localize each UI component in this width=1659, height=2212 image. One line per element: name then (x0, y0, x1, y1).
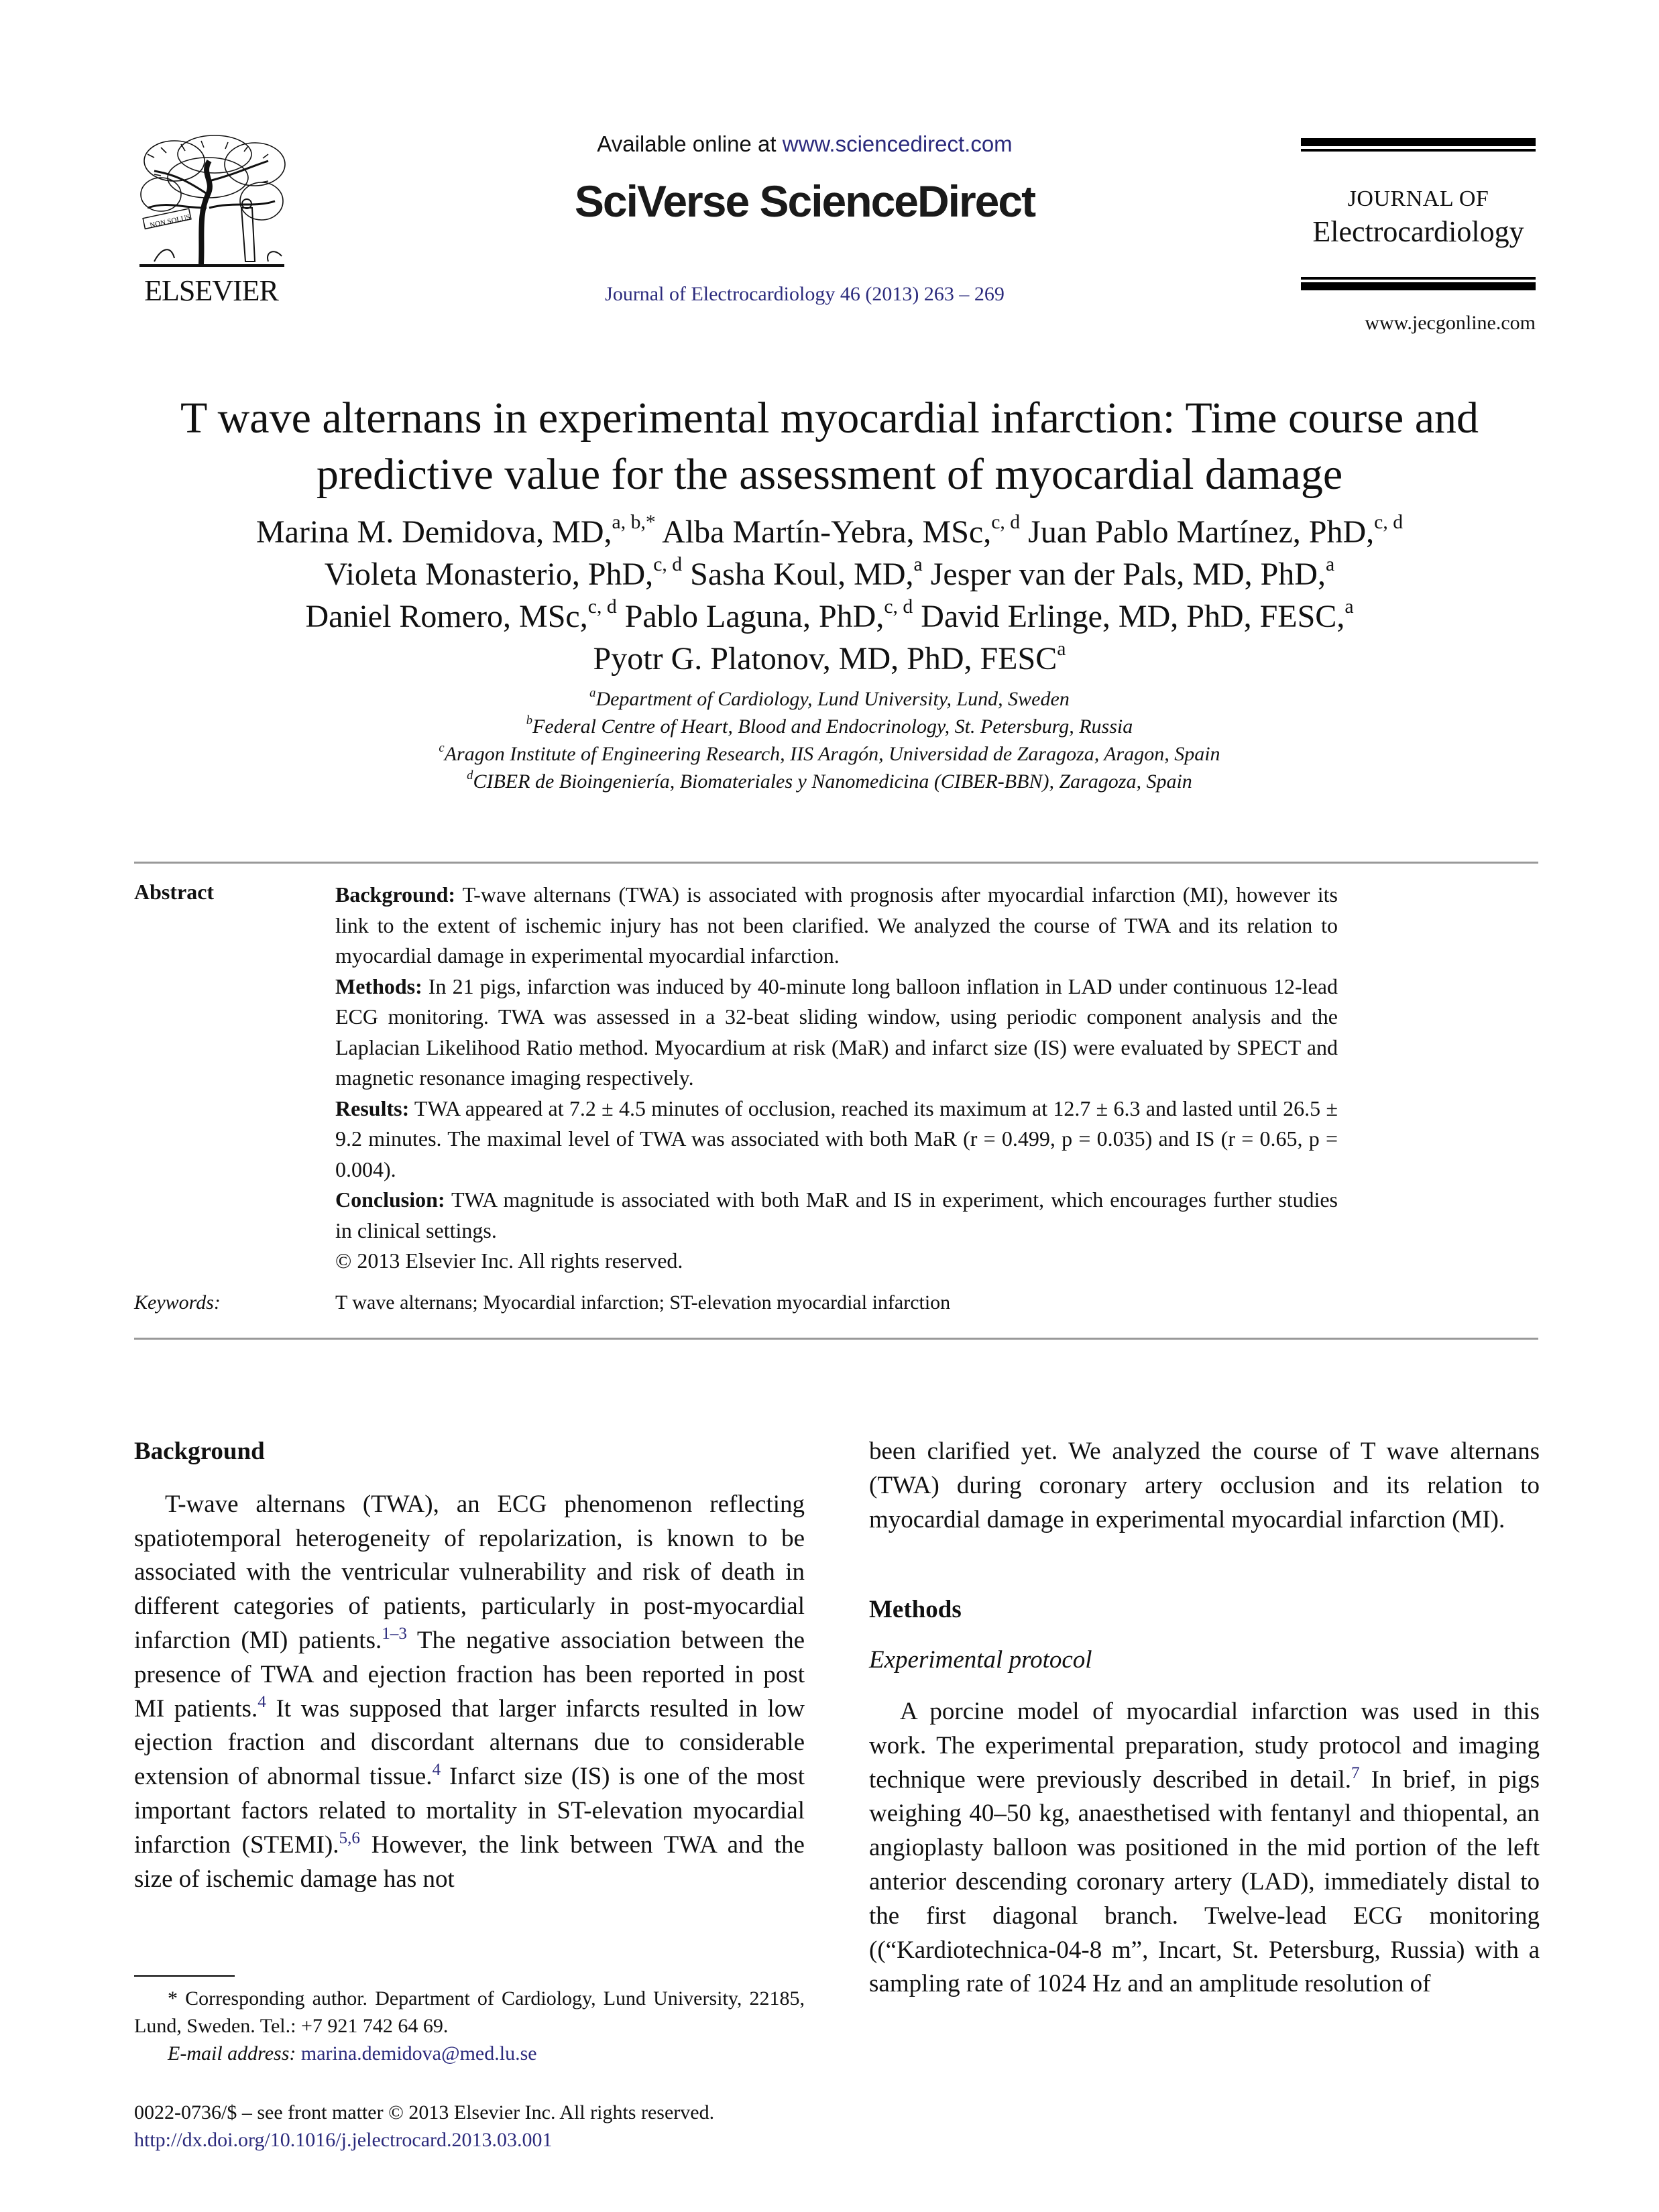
affiliation-key: d (467, 768, 473, 782)
abstract-top-divider (134, 862, 1538, 864)
corresponding-author-footnote (134, 1985, 805, 2067)
masthead-rule-top-thick (1301, 138, 1536, 146)
affiliation-marker: a (1345, 595, 1354, 618)
front-matter (134, 2099, 805, 2154)
affiliation-text: Federal Centre of Heart, Blood and Endocrinology, St. Petersburg, Russia (532, 715, 1133, 738)
affiliation-marker: c, d (1374, 511, 1404, 534)
affiliation-item (121, 768, 1538, 795)
affiliation-text: Department of Cardiology, Lund University, Lund, Sweden (595, 688, 1070, 710)
publisher-name: ELSEVIER (144, 274, 278, 307)
author-name: Daniel Romero, MSc, (305, 599, 588, 634)
affiliation-item (121, 713, 1538, 740)
email-link[interactable]: marina.demidova@med.lu.se (300, 2042, 537, 2064)
affiliation-text: CIBER de Bioingeniería, Biomateriales y Nanomedicina (CIBER-BBN), Zaragoza, Spain (473, 770, 1192, 793)
affiliation-key: a (589, 685, 596, 700)
abstract-methods-text: In 21 pigs, infarction was induced by 40-minute long balloon inflation in LAD under continuous 12-lead ECG monitoring. TWA was assessed in a 32-beat sliding window, using periodic component analysis and the Laplacian Likelihood Ratio method. Myocardium at risk (MaR) and infarct size (IS) were evaluated by SPECT and magnetic resonance imaging respectively. (335, 974, 1338, 1090)
affiliation-item (121, 740, 1538, 768)
abstract-results (335, 1094, 1338, 1185)
author-line-1 (121, 511, 1538, 553)
title-line-1: T wave alternans in experimental myocardial infarction: Time course and (180, 394, 1479, 443)
abstract-bottom-divider (134, 1338, 1538, 1340)
citation-ref-4[interactable]: 4 (258, 1692, 266, 1711)
affiliation-key: c (439, 740, 445, 755)
citation-ref-4b[interactable]: 4 (432, 1761, 441, 1780)
author-line-3 (121, 595, 1538, 638)
author-name: Sasha Koul, MD, (690, 557, 914, 592)
affiliation-marker: c, d (653, 553, 683, 576)
paragraph-text: It was supposed that larger infarcts resulted in low ejection fraction and discordant alternans due to considerable extension of abnormal tissue. (134, 1694, 805, 1791)
protocol-paragraph (869, 1695, 1540, 2001)
author-name: David Erlinge, MD, PhD, FESC, (921, 599, 1345, 634)
abstract-conclusion (335, 1185, 1338, 1246)
affiliation-marker: a (1325, 553, 1335, 576)
sciencedirect-link[interactable]: www.sciencedirect.com (782, 131, 1013, 156)
author-name: Violeta Monasterio, PhD, (324, 557, 654, 592)
abstract-methods (335, 972, 1338, 1094)
affiliation-marker: c, d (991, 511, 1021, 534)
affiliation-text: Aragon Institute of Engineering Research, IIS Aragón, Universidad de Zaragoza, Aragon, Spain (444, 743, 1220, 765)
affiliation-marker: a (913, 553, 923, 576)
paragraph-text: A porcine model of myocardial infarction was used in this work. The experimental preparation, study protocol and imaging technique were previously described in detail. (869, 1697, 1540, 1794)
title-line-2: predictive value for the assessment of myocardial damage (316, 450, 1343, 499)
right-column (869, 1435, 1540, 2001)
author-line-2 (121, 553, 1538, 595)
subsection-heading-protocol: Experimental protocol (869, 1646, 1092, 1674)
doi-link[interactable]: http://dx.doi.org/10.1016/j.jelectrocard.2013.03.001 (134, 2129, 553, 2151)
paragraph-text: The negative association between the presence of TWA and ejection fraction has been reported in post MI patients. (134, 1626, 805, 1723)
journal-of-label: JOURNAL OF (1347, 186, 1489, 211)
affiliation-list (121, 685, 1538, 795)
background-paragraph (134, 1488, 805, 1897)
front-matter-text: 0022-0736/$ – see front matter © 2013 Elsevier Inc. All rights reserved. (134, 2101, 715, 2123)
abstract-label: Abstract (134, 880, 215, 904)
abstract-background (335, 880, 1338, 972)
citation-ref-5-6[interactable]: 5,6 (339, 1828, 360, 1847)
paragraph-text: T-wave alternans (TWA), an ECG phenomenon reflecting spatiotemporal heterogeneity of repolarization, is known to be associated with the ventricular vulnerability and risk of death in different categories of patients, particularly in post-myocardial infarction (MI) patients. (134, 1490, 805, 1654)
abstract-copyright: © 2013 Elsevier Inc. All rights reserved. (335, 1248, 683, 1273)
paragraph-text: Infarct size (IS) is one of the most important factors related to mortality in ST-elevation myocardial infarction (STEMI). (134, 1763, 805, 1859)
keywords-label: Keywords: (134, 1291, 221, 1314)
author-name: Juan Pablo Martínez, PhD, (1028, 514, 1375, 550)
abstract-body (335, 880, 1338, 1277)
abstract-results-label: Results: (335, 1096, 410, 1120)
email-line (134, 2040, 805, 2067)
keywords-text: T wave alternans; Myocardial infarction; ST-elevation myocardial infarction (335, 1291, 951, 1314)
paragraph-text: In brief, in pigs weighing 40–50 kg, anaesthetised with fentanyl and thiopental, an angioplasty balloon was positioned in the mid portion of the left anterior descending coronary artery (LAD), immediately distal to the first diagonal branch. Twelve-lead ECG monitoring ((“Kardiotechnica-04-8 m”, Incart, St. Petersburg, Russia) with a sampling rate of 1024 Hz and an amplitude resolution of (869, 1765, 1540, 1998)
platform-name: SciVerse ScienceDirect (574, 176, 1035, 226)
affiliation-marker: c, d (884, 595, 913, 618)
tree-logo-icon (134, 134, 288, 268)
citation-ref-7[interactable]: 7 (1351, 1763, 1360, 1782)
affiliation-marker: a (1057, 638, 1066, 660)
email-label: E-mail address: (168, 2042, 301, 2064)
author-name: Pyotr G. Platonov, MD, PhD, FESC (593, 641, 1057, 677)
author-name: Alba Martín-Yebra, MSc, (662, 514, 992, 550)
abstract-conclusion-label: Conclusion: (335, 1187, 445, 1212)
abstract-background-text: T-wave alternans (TWA) is associated with prognosis after myocardial infarction (MI), however its link to the extent of ischemic injury has not been clarified. We analyzed the course of TWA and its relation to myocardial damage in experimental myocardial infarction. (335, 882, 1338, 968)
journal-name: Electrocardiology (1312, 215, 1524, 248)
abstract-background-label: Background: (335, 882, 456, 907)
section-heading-methods: Methods (869, 1596, 962, 1624)
journal-citation-link[interactable]: Journal of Electrocardiology 46 (2013) 263 – 269 (605, 283, 1005, 305)
author-name: Pablo Laguna, PhD, (624, 599, 884, 634)
author-name: Marina M. Demidova, MD, (255, 514, 612, 550)
author-name: Jesper van der Pals, MD, PhD, (930, 557, 1326, 592)
footnote-divider (134, 1975, 235, 1977)
article-title (121, 390, 1538, 503)
section-heading-background: Background (134, 1438, 265, 1465)
abstract-results-text: TWA appeared at 7.2 ± 4.5 minutes of occlusion, reached its maximum at 12.7 ± 6.3 and lasted until 26.5 ± 9.2 minutes. The maximal level of TWA was associated with both MaR (r = 0.499, p = 0.035) and IS (r = 0.65, p = 0.004). (335, 1096, 1338, 1181)
affiliation-marker: c, d (587, 595, 617, 618)
corresponding-author-text: * Corresponding author. Department of Cardiology, Lund University, 22185, Lund, Sweden. Tel.: +7 921 742 64 69. (134, 1987, 805, 2037)
available-prefix: Available online at (597, 131, 783, 156)
author-line-4 (121, 638, 1538, 680)
affiliation-item (121, 685, 1538, 713)
author-list (121, 511, 1538, 680)
available-online (536, 131, 1073, 157)
citation-ref-1-3[interactable]: 1–3 (382, 1625, 407, 1643)
abstract-methods-label: Methods: (335, 974, 422, 998)
background-continuation: been clarified yet. We analyzed the course of T wave alternans (TWA) during coronary artery occlusion and its relation to myocardial damage in experimental myocardial infarction (MI). (869, 1438, 1540, 1533)
svg-text:NON SOLUS: NON SOLUS (149, 213, 191, 230)
affiliation-marker: a, b,* (612, 511, 656, 534)
affiliation-key: b (526, 713, 533, 727)
journal-url-link[interactable]: www.jecgonline.com (1365, 312, 1536, 334)
masthead-rule-top-thin (1301, 149, 1536, 152)
abstract-conclusion-text: TWA magnitude is associated with both MaR and IS in experiment, which encourages further studies in clinical settings. (335, 1187, 1338, 1242)
masthead-rule-bottom-thick (1301, 282, 1536, 290)
left-column (134, 1435, 805, 1896)
journal-masthead (1301, 138, 1536, 290)
paragraph-text: However, the link between TWA and the size of ischemic damage has not (134, 1830, 805, 1893)
